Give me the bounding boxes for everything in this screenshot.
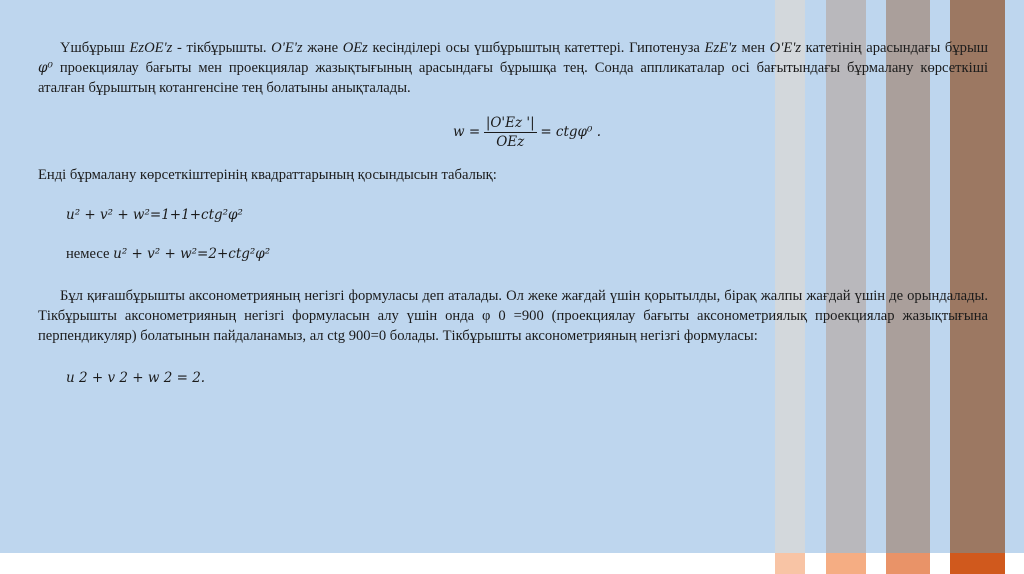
segment-name: O'E'z	[271, 40, 303, 56]
text-run: және	[302, 40, 343, 56]
segment-name: EzE'z	[704, 40, 737, 56]
formula-sum	[66, 205, 988, 225]
paragraph-basic-formula: Бұл қиғашбұрышты аксонометрияның негізгі формуласы деп аталады. Ол жеке жағдай үшін қорытылды, бірақ жалпы жағдай үшін де орындалады. Тікбұрышты аксонометрияның негізгі формуласын алу үшін онда φ 0 =900 (проекциялау бағыты аксонометриялық проекциялар жазықтығына перпендикуляр) болатынын пайдаланамыз, ал ctg 900=0 болады. Тікбұрышты аксонометрияның негізгі формуласы:	[38, 288, 988, 344]
decor-tab-2	[826, 553, 866, 574]
text-run: проекциялау бағыты мен проекциялар жазықтығының арасындағы бұрышқа тең. Сонда аппликаталар осі бағытындағы бұрмалану көрсеткіші аталған бұрыштың котангенсіне тең болатыны анықталады.	[38, 60, 988, 96]
decor-tab-1	[775, 553, 805, 574]
text-run: Үшбұрыш	[60, 40, 130, 56]
formula-basic	[66, 368, 988, 388]
paragraph-intro	[38, 38, 988, 98]
text-run: - тікбұрышты.	[172, 40, 272, 56]
text-run: катетінің арасындағы бұрыш	[801, 40, 988, 56]
angle-symbol: φ⁰	[38, 60, 53, 76]
slide-content	[38, 38, 988, 388]
segment-name: OEz	[342, 40, 368, 56]
fraction-numerator: |O'Ez '|	[485, 115, 535, 131]
formula-expression: u² + v² + w²=1+1+ctg²φ²	[66, 207, 243, 223]
text-run: мен	[736, 40, 770, 56]
formula-lhs: w =	[452, 123, 481, 140]
formula-expression: u 2 + v 2 + w 2 = 2.	[66, 370, 206, 386]
formula-expression: u² + v² + w²=2+ctg²φ²	[113, 246, 271, 262]
fraction	[484, 114, 537, 151]
formula-rhs: = ctgφ⁰ .	[540, 123, 602, 140]
fraction-denominator: OEz	[496, 134, 525, 150]
decor-tab-3	[886, 553, 930, 574]
segment-name: O'E'z	[769, 40, 802, 56]
text-run: кесінділері осы үшбұрыштың катеттері. Гипотенуза	[367, 40, 705, 56]
paragraph-sum: Енді бұрмалану көрсеткіштерінің квадраттарының қосындысын табалық:	[38, 167, 497, 183]
decor-tab-4	[950, 553, 1005, 574]
formula-cotangent	[66, 114, 988, 151]
formula-alternative	[66, 244, 988, 264]
formula-prefix: немесе	[66, 246, 114, 262]
segment-name: EzOE'z	[129, 40, 173, 56]
